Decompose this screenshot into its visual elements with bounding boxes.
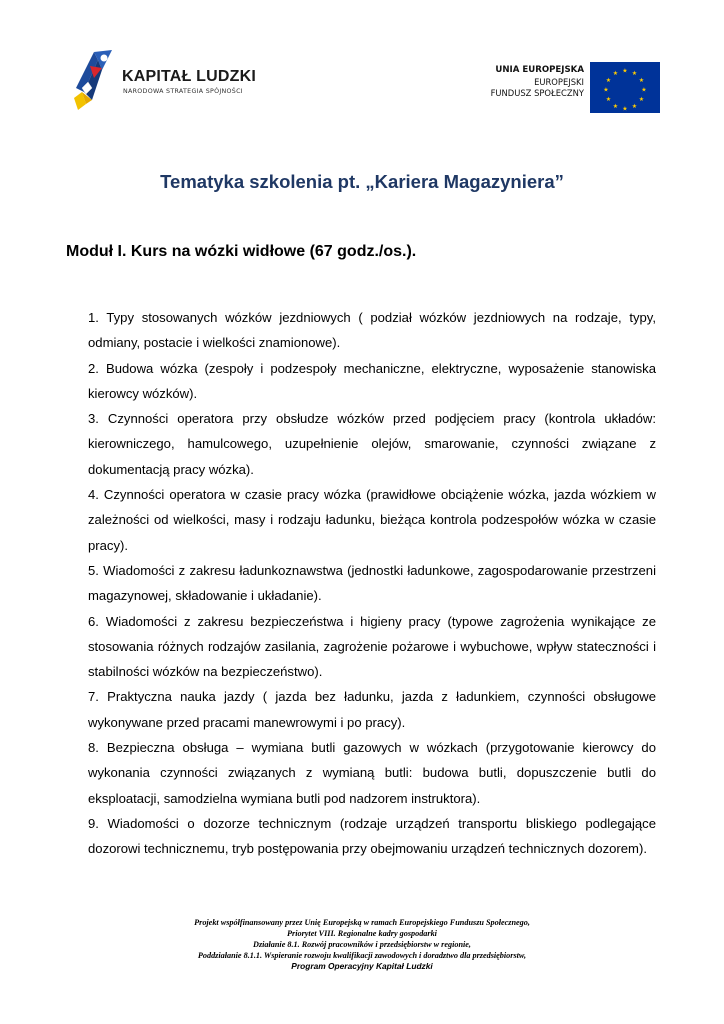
svg-text:★: ★: [631, 70, 638, 77]
svg-text:★: ★: [638, 77, 645, 84]
topic-item: 8. Bezpieczna obsługa – wymiana butli gazowych w wózkach (przygotowanie kierowcy do wykonania czynności związanych z wymianą butli: budowa butli, dopuszczenie butli do eksploatacji, samodzielna wymiana butli pod nadzorem instruktora).: [88, 740, 656, 806]
topic-item: 4. Czynności operatora w czasie pracy wózka (prawidłowe obciążenie wózka, jazda wózkiem w zależności od wielkości, masy i rodzaju ładunku, bieżąca kontrola podzespołów wózka w czasie pracy).: [88, 487, 656, 553]
topic-item: 9. Wiadomości o dozorze technicznym (rodzaje urządzeń transportu bliskiego podlegające dozorowi technicznemu, tryb postępowania przy obejmowaniu urządzeń technicznych dozorem).: [88, 815, 656, 857]
svg-text:★: ★: [603, 86, 609, 94]
logo-brand-subtitle: NARODOWA STRATEGIA SPÓJNOŚCI: [123, 88, 243, 95]
footer-line: Priorytet VIII. Regionalne kadry gospodarki: [287, 929, 437, 938]
eu-logo-line1: UNIA EUROPEJSKA: [495, 65, 584, 75]
svg-text:★: ★: [605, 77, 612, 84]
topic-item: 3. Czynności operatora przy obsłudze wózków przed podjęciem pracy (kontrola układów: kierowniczego, hamulcowego, uzupełnienie olejów, smarowanie, czynności związane z dokumentacją pracy wózka).: [88, 411, 656, 477]
svg-text:★: ★: [605, 96, 612, 103]
footer: [0, 917, 724, 972]
svg-text:★: ★: [622, 67, 628, 75]
svg-text:★: ★: [631, 103, 638, 110]
module-heading: Moduł I. Kurs na wózki widłowe (67 godz./os.).: [66, 243, 417, 260]
footer-program-name: Program Operacyjny Kapitał Ludzki: [291, 961, 433, 971]
topic-item: 7. Praktyczna nauka jazdy ( jazda bez ładunku, jazda z ładunkiem, czynności obsługowe wykonywane przed pracami manewrowymi i po pracy).: [88, 689, 656, 730]
logo-brand-name: KAPITAŁ LUDZKI: [122, 68, 257, 85]
document-title: Tematyka szkolenia pt. „Kariera Magazyniera”: [160, 171, 564, 192]
kapital-ludzki-logo: [72, 48, 262, 112]
svg-text:★: ★: [638, 96, 645, 103]
topic-item: 1. Typy stosowanych wózków jezdniowych ( podział wózków jezdniowych na rodzaje, typy, odmiany, postacie i wielkości znamionowe).: [88, 310, 656, 351]
topic-item: 5. Wiadomości z zakresu ładunkoznawstwa (jednostki ładunkowe, zagospodarowanie przestrzeni magazynowej, składowanie i układanie).: [88, 562, 656, 604]
topics-list: [88, 305, 656, 862]
svg-text:★: ★: [641, 86, 647, 94]
eu-logo: [474, 56, 660, 116]
footer-line: Poddziałanie 8.1.1. Wspieranie rozwoju kwalifikacji zawodowych i doradztwo dla przedsiębiorstw,: [197, 951, 527, 960]
svg-text:★: ★: [622, 105, 628, 113]
kapital-ludzki-emblem-icon: [72, 48, 116, 112]
eu-logo-line2: EUROPEJSKI: [534, 76, 584, 87]
eu-flag-icon: [590, 62, 660, 113]
topic-item: 2. Budowa wózka (zespoły i podzespoły mechaniczne, elektryczne, wyposażenie stanowiska kierowcy wózków).: [88, 360, 656, 401]
eu-logo-text: [491, 65, 584, 100]
svg-text:★: ★: [612, 70, 619, 77]
eu-logo-line3: FUNDUSZ SPOŁECZNY: [490, 88, 584, 98]
svg-text:★: ★: [612, 103, 619, 110]
topic-item: 6. Wiadomości z zakresu bezpieczeństwa i higieny pracy (typowe zagrożenia wynikające ze stosowania różnych rodzajów zasilania, zagrożenie pożarowe i wybuchowe, wpływ stateczności i stabilności wózków na bezpieczeństwo).: [88, 613, 656, 680]
footer-line: Działanie 8.1. Rozwój pracowników i przedsiębiorstw w regionie,: [253, 940, 471, 949]
footer-line: Projekt współfinansowany przez Unię Europejską w ramach Europejskiego Funduszu Społecznego,: [194, 918, 530, 927]
